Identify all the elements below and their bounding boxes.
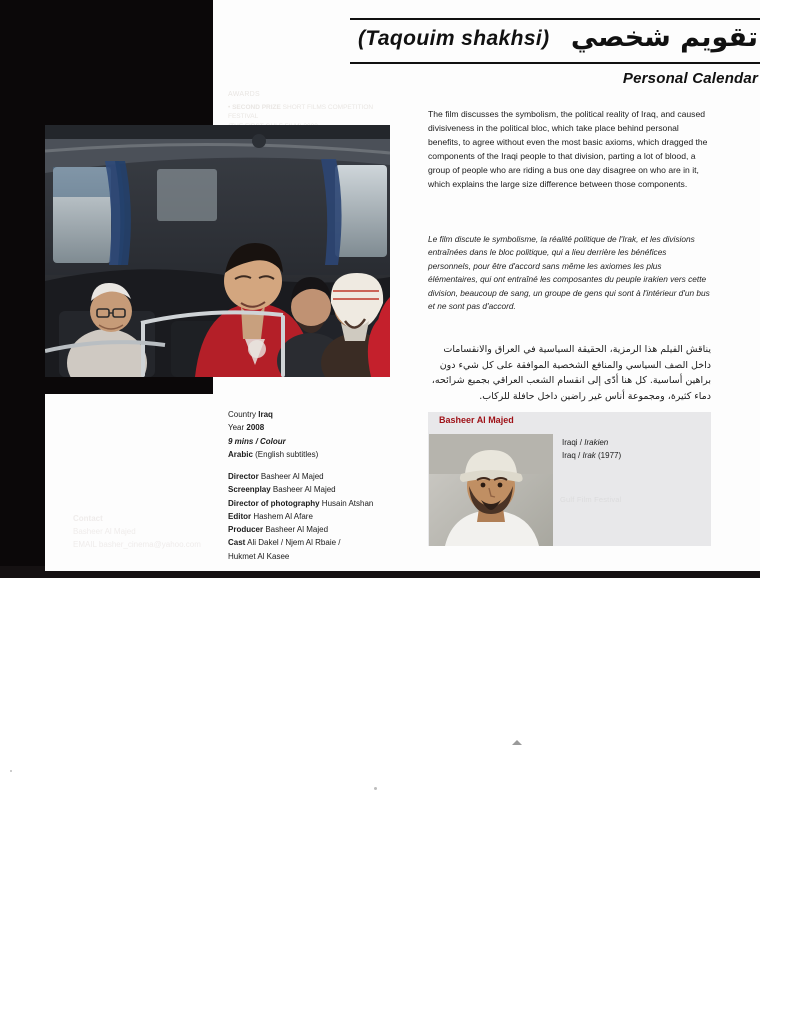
- director-nationality-fr: Irakien: [584, 438, 609, 447]
- director-nationality-en: Iraqi /: [562, 438, 585, 447]
- director-nationality: [562, 437, 621, 463]
- award-prize: SECOND PRIZE: [232, 103, 281, 111]
- credit-duration: [228, 435, 408, 448]
- contact-email[interactable]: EMAIL basher_cinema@yahoo.com: [73, 539, 201, 549]
- award-bullet: •: [228, 103, 233, 111]
- credit-dop: [228, 497, 408, 510]
- film-still-photo: [45, 125, 390, 377]
- director-portrait: [429, 434, 553, 546]
- title-rule-bottom: [350, 62, 760, 64]
- synopsis-arabic: يناقش الفيلم هذا الرمزية، الحقيقة السياسية في العراق والانقسامات داخل الصف السياسي والمنافع الشخصية الموافقة على كل شيء دون براهين أساسية. كل هنا أدّى إلى انقسام الشعب العراقي بجميع شرائحه، دماء كثيرة، ومجموعة أناس غير راضين داخل حافلة للركاب.: [431, 344, 711, 403]
- credit-director-value: Basheer Al Majed: [258, 472, 324, 482]
- scan-speck: [374, 787, 377, 790]
- film-title-arabic: تقويم شخصي: [570, 22, 758, 53]
- credit-screenplay: [228, 483, 408, 496]
- award-festival: SHORT FILMS COMPETITION FESTIVAL: [228, 103, 374, 121]
- film-title-transliteration: (Taqouim shakhsi): [358, 27, 550, 50]
- director-birth-year: (1977): [595, 450, 622, 460]
- watermark-text: Gulf Film Festival: [560, 495, 622, 504]
- director-country-de: Irak: [582, 450, 596, 460]
- credits-spacer: [228, 461, 408, 470]
- scan-speck: [10, 770, 12, 772]
- contact-block: [73, 513, 263, 551]
- credit-country: [228, 408, 408, 421]
- credit-screenplay-value: Basheer Al Majed: [270, 485, 336, 495]
- credit-year: [228, 421, 408, 434]
- credit-dop-label: Director of photography: [228, 498, 320, 508]
- credit-subtitles: (English subtitles): [252, 449, 319, 459]
- credit-producer-value: Basheer Al Majed: [263, 525, 329, 535]
- credit-language-value: Arabic: [228, 449, 253, 459]
- credit-director-label: Director: [228, 472, 259, 482]
- scanner-bed-white-area: [0, 578, 791, 1024]
- page-right-margin: [760, 0, 791, 578]
- director-country-en: Iraq /: [562, 450, 583, 460]
- film-title-english: Personal Calendar: [622, 70, 758, 87]
- credit-dop-value: Husain Atshan: [319, 498, 374, 508]
- contact-name: Basheer Al Majed: [73, 526, 136, 536]
- credit-country-label: Country: [228, 410, 257, 419]
- credit-year-value: 2008: [246, 423, 265, 433]
- synopsis-french: Le film discute le symbolisme, la réalité politique de l'Irak, et les divisions entraînées dans le bloc politique, qui a lieu derrière les bénéfices personnels, pour être d'accord sans même les axiomes les plus élémentaires, qui ont entraîné les composantes du peuple irakien vers cette division, beaucoup de sang, un groupe de gens qui sont à l'intérieur d'un bus et ne sont pas d'accord.: [428, 234, 710, 312]
- credit-editor-label: Editor: [228, 511, 252, 521]
- credit-screenplay-label: Screenplay: [228, 485, 271, 495]
- title-rule-top: [350, 18, 760, 20]
- awards-heading: AWARDS: [228, 91, 261, 98]
- credit-editor-value: Hashem Al Afare: [251, 511, 313, 521]
- credit-cast-continued: Hukmet Al Kasee: [228, 551, 290, 561]
- synopsis-english: The film discusses the symbolism, the political reality of Iraq, and caused divisiveness in the political bloc, which take place behind personal benefits, to agree without even the most basic axioms, which dragged the components of the Iraqi people to that division, parting a lot of blood, a group of people who are riding a bus one day disagree on who are in it, which explains the large size difference between those components.: [428, 109, 708, 189]
- contact-heading: Contact: [73, 514, 103, 523]
- credit-cast-label: Cast: [228, 538, 246, 548]
- credit-duration-value: 9 mins / Colour: [228, 436, 286, 446]
- credit-producer-label: Producer: [228, 525, 264, 535]
- credit-cast-value: Ali Dakel / Njem Al Rbaie /: [245, 538, 341, 548]
- director-name: Basheer Al Majed: [439, 415, 514, 425]
- scan-mark-caret: [512, 740, 522, 745]
- credit-country-value: Iraq: [258, 410, 273, 419]
- credit-director: [228, 470, 408, 483]
- credit-year-label: Year: [228, 423, 245, 433]
- award-entry: [228, 103, 393, 123]
- director-nationality-line1: [562, 437, 621, 450]
- director-country-line2: [562, 450, 621, 463]
- credit-language: [228, 448, 408, 461]
